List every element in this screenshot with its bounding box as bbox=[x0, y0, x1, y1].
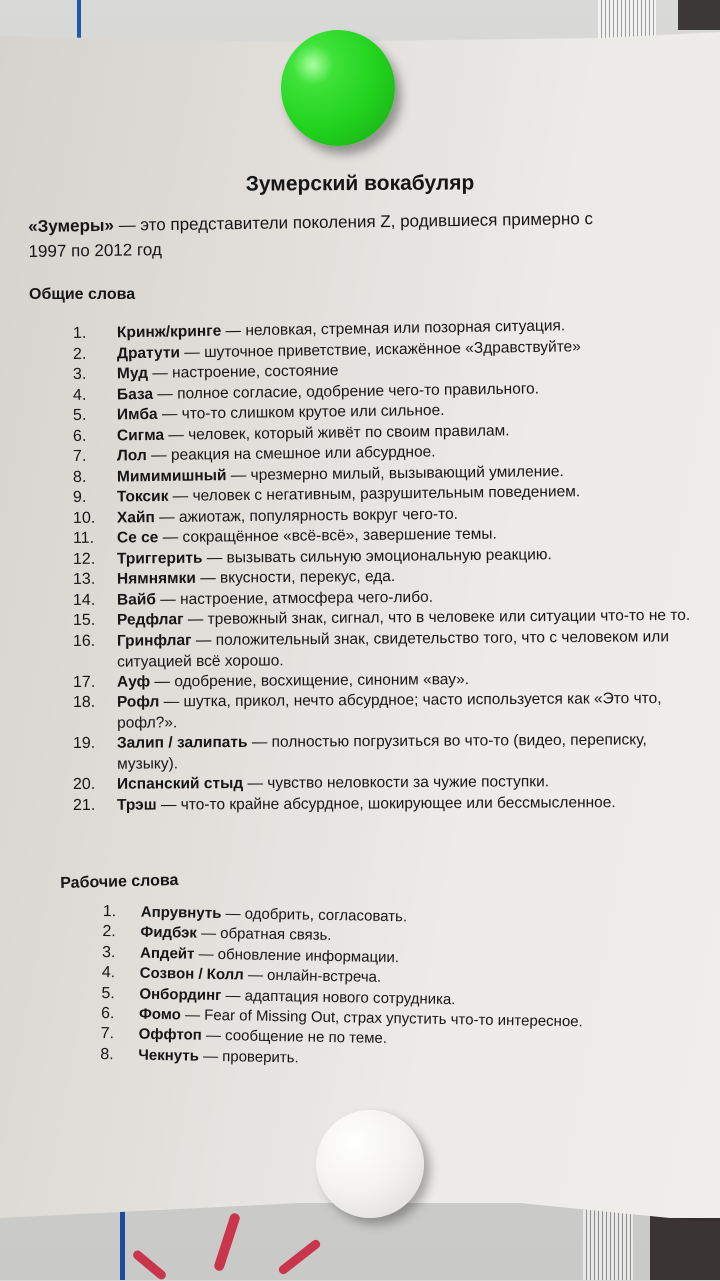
item-number: 3. bbox=[101, 943, 116, 962]
item-body bbox=[117, 627, 693, 673]
white-magnet-icon bbox=[316, 1110, 424, 1218]
item-term: Муд bbox=[116, 364, 149, 383]
item-term: Рофл bbox=[116, 693, 160, 711]
item-term: Трэш bbox=[116, 796, 157, 814]
item-definition: — Fear of Missing Out, страх упустить что-то интересное. bbox=[180, 1006, 583, 1031]
item-number: 7. bbox=[72, 447, 87, 465]
item-definition: — полностью погрузиться во что-то (видео, переписку, музыку). bbox=[117, 731, 647, 773]
item-definition: — проверить. bbox=[198, 1047, 299, 1067]
item-number: 18. bbox=[72, 693, 96, 712]
item-term: Фидбэк bbox=[140, 924, 198, 943]
item-number: 9. bbox=[72, 488, 87, 506]
item-number: 8. bbox=[72, 468, 87, 486]
item-term: Мимимишный bbox=[116, 466, 227, 485]
item-number: 5. bbox=[72, 406, 87, 424]
item-number: 6. bbox=[100, 1005, 115, 1023]
item-definition: — одобрение, восхищение, синоним «вау». bbox=[150, 670, 470, 690]
intro-text: — это представители поколения Z, родившиеся примерно с 1997 по 2012 год bbox=[28, 209, 594, 261]
item-definition: — вкусности, перекус, еда. bbox=[195, 567, 396, 587]
paper-stack bbox=[598, 0, 656, 38]
list-item bbox=[73, 771, 693, 795]
item-definition: — адаптация нового сотрудника. bbox=[221, 986, 456, 1008]
list-item bbox=[73, 730, 693, 775]
item-term: Апрувнуть bbox=[140, 903, 222, 923]
green-magnet-icon bbox=[281, 30, 395, 146]
item-number: 7. bbox=[100, 1025, 115, 1043]
item-term: Залип / залипать bbox=[116, 733, 248, 752]
blue-marker-line bbox=[120, 1210, 125, 1280]
item-number: 1. bbox=[102, 902, 117, 921]
item-definition: — одобрить, согласовать. bbox=[221, 905, 408, 926]
item-number: 10. bbox=[72, 509, 96, 527]
item-term: Гринфлаг bbox=[116, 631, 192, 650]
red-marker-drawing bbox=[277, 1238, 322, 1276]
item-body bbox=[117, 792, 693, 816]
item-number: 13. bbox=[72, 570, 96, 588]
item-term: Триггерить bbox=[116, 549, 203, 568]
item-number: 5. bbox=[101, 984, 115, 1002]
paper-stack bbox=[583, 1210, 633, 1280]
item-number: 6. bbox=[72, 427, 87, 445]
item-term: Нямнямки bbox=[116, 569, 196, 588]
document-title: Зумерский вокабуляр bbox=[245, 171, 475, 196]
item-term: Токсик bbox=[116, 487, 169, 506]
red-marker-drawing bbox=[213, 1212, 241, 1272]
item-term: Ауф bbox=[116, 672, 151, 691]
item-definition: — шутка, прикол, нечто абсурдное; часто используется как «Это что, рофл?». bbox=[117, 689, 662, 732]
work-words-list bbox=[100, 902, 683, 1075]
item-term: Созвон / Колл bbox=[139, 964, 244, 984]
item-term: Лол bbox=[116, 447, 147, 465]
item-definition: — чрезмерно милый, вызывающий умиление. bbox=[226, 462, 564, 484]
item-term: Се се bbox=[116, 529, 159, 547]
item-definition: — что-то крайне абсурдное, шокирующее или бессмысленное. bbox=[156, 793, 616, 814]
item-definition: — шуточное приветствие, искажённое «Здравствуйте» bbox=[179, 337, 581, 361]
item-number: 16. bbox=[72, 632, 96, 650]
item-term: Хайп bbox=[116, 508, 155, 527]
intro-term: «Зумеры» bbox=[28, 215, 115, 236]
item-definition: — вызывать сильную эмоциональную реакцию. bbox=[202, 545, 552, 567]
item-definition: — человек с негативным, разрушительным поведением. bbox=[168, 483, 581, 505]
item-number: 3. bbox=[72, 365, 87, 383]
item-term: Испанский стыд bbox=[116, 775, 244, 793]
item-definition: — реакция на смешное или абсурдное. bbox=[146, 443, 436, 465]
item-body bbox=[117, 689, 693, 734]
dark-edge bbox=[650, 1215, 720, 1280]
item-definition: — полное согласие, одобрение чего-то правильного. bbox=[152, 379, 540, 403]
item-number: 2. bbox=[102, 923, 116, 941]
item-definition: — тревожный знак, сигнал, что в человеке или ситуации что-то не то. bbox=[183, 606, 691, 629]
item-number: 20. bbox=[72, 775, 96, 793]
item-number: 11. bbox=[72, 529, 95, 547]
item-term: Апдейт bbox=[139, 944, 195, 963]
item-number: 15. bbox=[72, 611, 96, 629]
blue-marker-line bbox=[77, 0, 81, 40]
item-definition: — неловкая, стремная или позорная ситуация. bbox=[221, 317, 566, 340]
general-words-list bbox=[72, 317, 693, 816]
dark-edge bbox=[678, 0, 720, 30]
item-definition: — сокращённое «всё-всё», завершение темы. bbox=[158, 525, 497, 547]
item-term: Онбординг bbox=[139, 985, 222, 1004]
red-marker-drawing bbox=[131, 1249, 167, 1281]
item-definition: — положительный знак, свидетельство того, что с человеком или ситуацией всё хорошо. bbox=[117, 627, 670, 670]
item-definition: — настроение, атмосфера чего-либо. bbox=[155, 588, 434, 608]
item-number: 19. bbox=[72, 734, 96, 753]
item-definition: — настроение, состояние bbox=[147, 362, 339, 382]
item-definition: — чувство неловкости за чужие поступки. bbox=[243, 773, 550, 793]
item-definition: — онлайн-встреча. bbox=[243, 966, 382, 987]
item-number: 4. bbox=[101, 964, 116, 982]
item-number: 12. bbox=[72, 550, 96, 568]
item-number: 17. bbox=[72, 673, 96, 691]
item-term: Оффтоп bbox=[138, 1026, 202, 1045]
item-definition: — сообщение не по теме. bbox=[201, 1027, 388, 1048]
section-title-work: Рабочие слова bbox=[60, 871, 179, 892]
item-term: Чекнуть bbox=[138, 1046, 200, 1065]
item-term: Имба bbox=[116, 405, 158, 424]
list-item bbox=[73, 792, 693, 816]
item-definition: — обратная связь. bbox=[196, 925, 332, 945]
item-term: Дратути bbox=[116, 343, 181, 362]
item-number: 8. bbox=[100, 1045, 114, 1064]
item-definition: — что-то слишком крутое или сильное. bbox=[157, 401, 445, 423]
item-term: Редфлаг bbox=[116, 611, 184, 629]
item-body bbox=[117, 730, 693, 775]
list-item bbox=[73, 689, 693, 734]
item-term: Вайб bbox=[116, 590, 156, 609]
item-number: 2. bbox=[72, 345, 87, 363]
item-number: 14. bbox=[72, 591, 96, 609]
item-term: База bbox=[116, 385, 154, 403]
item-term: Сигма bbox=[116, 426, 165, 444]
item-body bbox=[117, 771, 693, 795]
section-title-general: Общие слова bbox=[29, 286, 136, 303]
item-definition: — человек, который живёт по своим правилам. bbox=[163, 421, 510, 444]
item-definition: — обновление информации. bbox=[194, 945, 400, 966]
list-item bbox=[73, 627, 693, 673]
item-definition: — ажиотаж, популярность вокруг чего-то. bbox=[154, 505, 459, 526]
item-number: 1. bbox=[72, 324, 87, 342]
item-number: 21. bbox=[72, 796, 96, 814]
intro-paragraph bbox=[28, 206, 629, 264]
item-number: 4. bbox=[72, 386, 87, 404]
item-term: Кринж/кринге bbox=[116, 322, 222, 342]
item-term: Фомо bbox=[138, 1005, 182, 1024]
